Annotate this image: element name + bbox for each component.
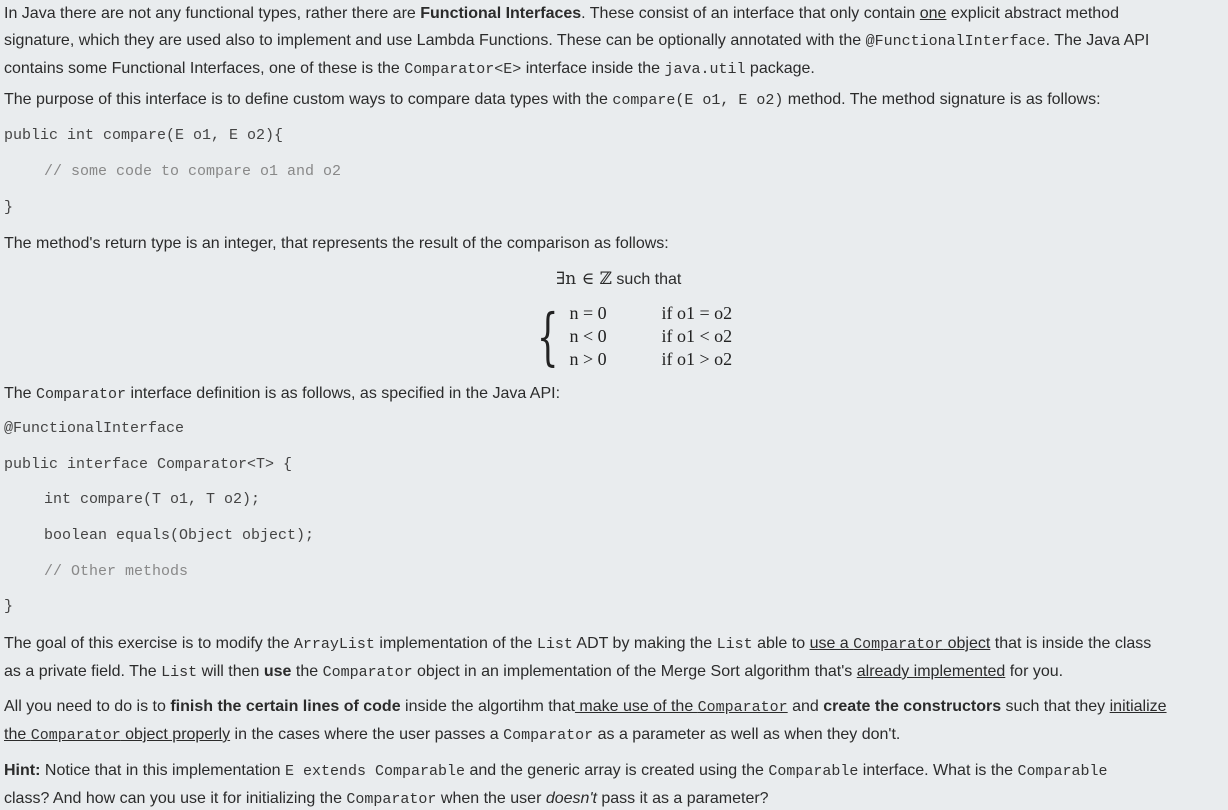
hint-line-1: Hint: Notice that in this implementation E extends Comparable and the generic array is created using the Comparable interface. What is the Comparable <box>4 762 1108 780</box>
code-line: public int compare(E o1, E o2){ <box>4 127 284 144</box>
one-emphasis: one <box>919 5 947 22</box>
goal-line-2: as a private field. The List will then use the Comparator object in an implementation of the Merge Sort algorithm that's already implemented for you. <box>4 663 1064 681</box>
intro-line-3: contains some Functional Interfaces, one of these is the Comparator<E> interface inside the java.util package. <box>4 60 815 78</box>
left-brace: { <box>536 299 559 373</box>
goal-paragraph <box>0 630 1151 686</box>
code-line: int compare(T o1, T o2); <box>44 491 261 508</box>
task-line-1: All you need to do is to finish the certain lines of code inside the algortihm that make use of the Comparator and create the constructors such that they initialize <box>4 698 1167 716</box>
task-line-2: the Comparator object properly in the cases where the user passes a Comparator as a parameter as well as when they don't. <box>4 726 901 744</box>
purpose-paragraph: The purpose of this interface is to define custom ways to compare data types with the compare(E o1, E o2) method. The method signature is as follows: <box>4 91 1101 109</box>
return-type-paragraph: The method's return type is an integer, that represents the result of the comparison as follows: <box>4 235 669 252</box>
hint-label: Hint: <box>4 762 41 779</box>
code-line: boolean equals(Object object); <box>44 527 315 544</box>
case-conditions: if o1 = o2 if o1 < o2 if o1 > o2 <box>661 303 733 369</box>
code-comment: // some code to compare o1 and o2 <box>44 163 342 180</box>
code-line: } <box>4 598 14 615</box>
intro-paragraph <box>0 0 1149 83</box>
goal-line-1: The goal of this exercise is to modify the ArrayList implementation of the List ADT by making the List able to use a Comparator object that is inside the class <box>4 635 1152 653</box>
code-line: public interface Comparator<T> { <box>4 456 293 473</box>
intro-line-2: signature, which they are used also to implement and use Lambda Functions. These can be optionally annotated with the @FunctionalInterface. The Java API <box>4 32 1150 50</box>
functional-interfaces-term: Functional Interfaces <box>420 5 582 22</box>
comparator-definition-paragraph: The Comparator interface definition is as follows, as specified in the Java API: <box>4 385 561 403</box>
hint-line-2: class? And how can you use it for initializing the Comparator when the user doesn't pass it as a parameter? <box>4 790 769 808</box>
code-line: @FunctionalInterface <box>4 420 185 437</box>
math-heading: ∃n ∈ ℤ such that <box>556 269 682 289</box>
code-comment: // Other methods <box>44 563 189 580</box>
intro-line-1: In Java there are not any functional types, rather there are Functional Interfaces. These consist of an interface that only contain one explicit abstract method <box>4 5 1119 22</box>
case-values: n = 0 n < 0 n > 0 <box>569 303 607 369</box>
hint-paragraph <box>0 757 1108 810</box>
functional-interface-annotation: @FunctionalInterface <box>865 33 1046 50</box>
task-paragraph <box>0 693 1167 749</box>
code-line: } <box>4 199 14 216</box>
cases-equation <box>528 299 733 373</box>
